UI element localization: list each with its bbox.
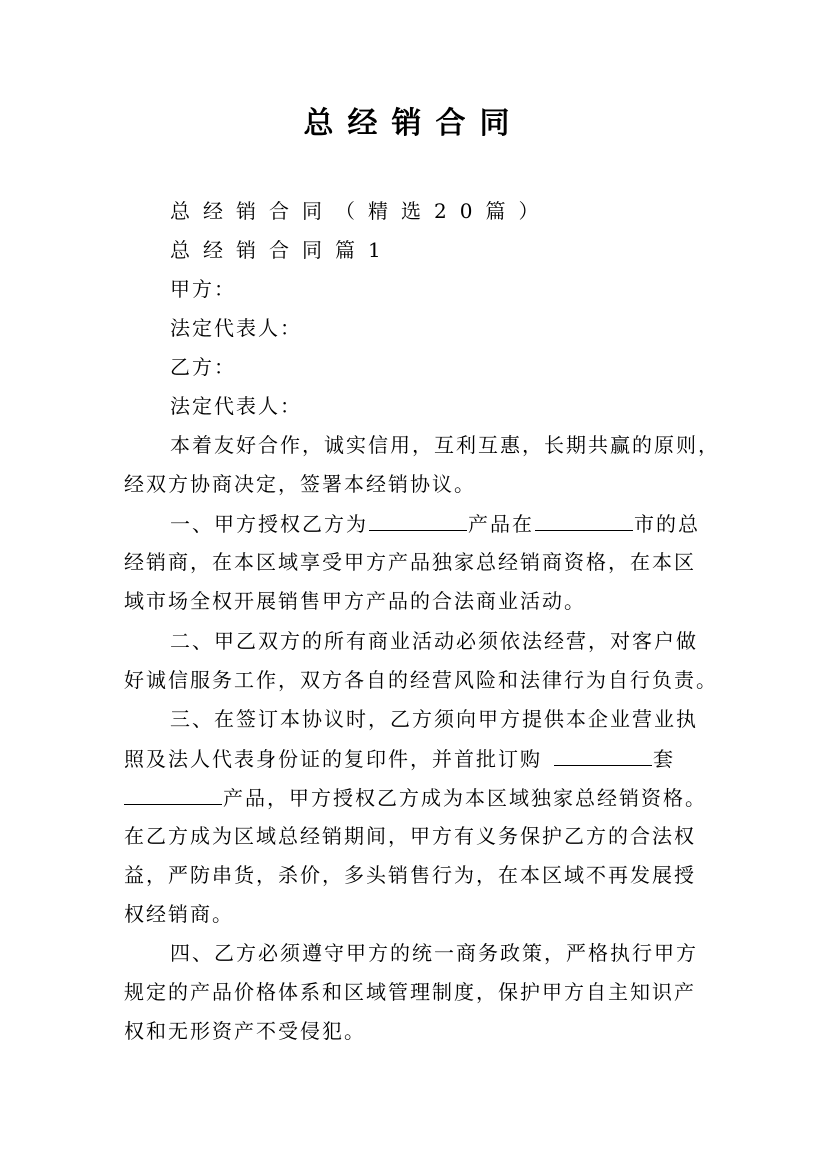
clause-3-line-1: 三、在签订本协议时，乙方须向甲方提供本企业营业执 <box>170 707 698 731</box>
clause-3-line-2 <box>124 743 709 774</box>
quantity-blank[interactable] <box>554 743 652 766</box>
party-b-label: 乙方： <box>170 355 236 379</box>
clause-3-text-b: 套 <box>653 747 675 771</box>
clause-1-line-1 <box>170 508 755 539</box>
intro-line-2: 经双方协商决定，签署本经销协议。 <box>124 472 476 496</box>
clause-2-line-1: 二、甲乙双方的所有商业活动必须依法经营，对客户做 <box>170 629 698 653</box>
clause-3-text-a: 照及法人代表身份证的复印件，并首批订购 <box>124 747 542 771</box>
clause-3-line-4: 在乙方成为区域总经销期间，甲方有义务保护乙方的合法权 <box>124 824 696 848</box>
party-a-label: 甲方： <box>170 277 236 301</box>
clause-3-line-6: 权经销商。 <box>124 902 234 926</box>
document-title: 总经销合同 <box>303 106 524 141</box>
clause-3-line-3 <box>124 782 709 813</box>
intro-line-1: 本着友好合作，诚实信用，互利互惠，长期共赢的原则， <box>170 433 720 457</box>
product-name-blank[interactable] <box>124 782 222 805</box>
clause-1-line-3: 域市场全权开展销售甲方产品的合法商业活动。 <box>124 589 586 613</box>
city-blank[interactable] <box>535 508 633 531</box>
clause-3-text-c: 产品，甲方授权乙方成为本区域独家总经销资格。 <box>223 786 707 810</box>
clause-3-line-5: 益，严防串货，杀价，多头销售行为，在本区域不再发展授 <box>124 863 696 887</box>
clause-4-line-2: 规定的产品价格体系和区域管理制度，保护甲方自主知识产 <box>124 980 696 1004</box>
clause-1-text-c: 市的总 <box>634 512 700 536</box>
clause-4-line-3: 权和无形资产不受侵犯。 <box>124 1019 366 1043</box>
party-a-rep-label: 法定代表人： <box>170 316 302 340</box>
clause-1-text-a: 一、甲方授权乙方为 <box>170 512 368 536</box>
section-heading: 总经销合同篇1 <box>170 238 394 262</box>
clause-1-line-2: 经销商，在本区域享受甲方产品独家总经销商资格，在本区 <box>124 550 696 574</box>
document-subtitle: 总经销合同（精选20篇） <box>170 199 552 223</box>
product-blank[interactable] <box>369 508 467 531</box>
party-b-rep-label: 法定代表人： <box>170 394 302 418</box>
clause-4-line-1: 四、乙方必须遵守甲方的统一商务政策，严格执行甲方 <box>170 941 698 965</box>
clause-2-line-2: 好诚信服务工作，双方各自的经营风险和法律行为自行负责。 <box>124 668 718 692</box>
clause-1-text-b: 产品在 <box>468 512 534 536</box>
